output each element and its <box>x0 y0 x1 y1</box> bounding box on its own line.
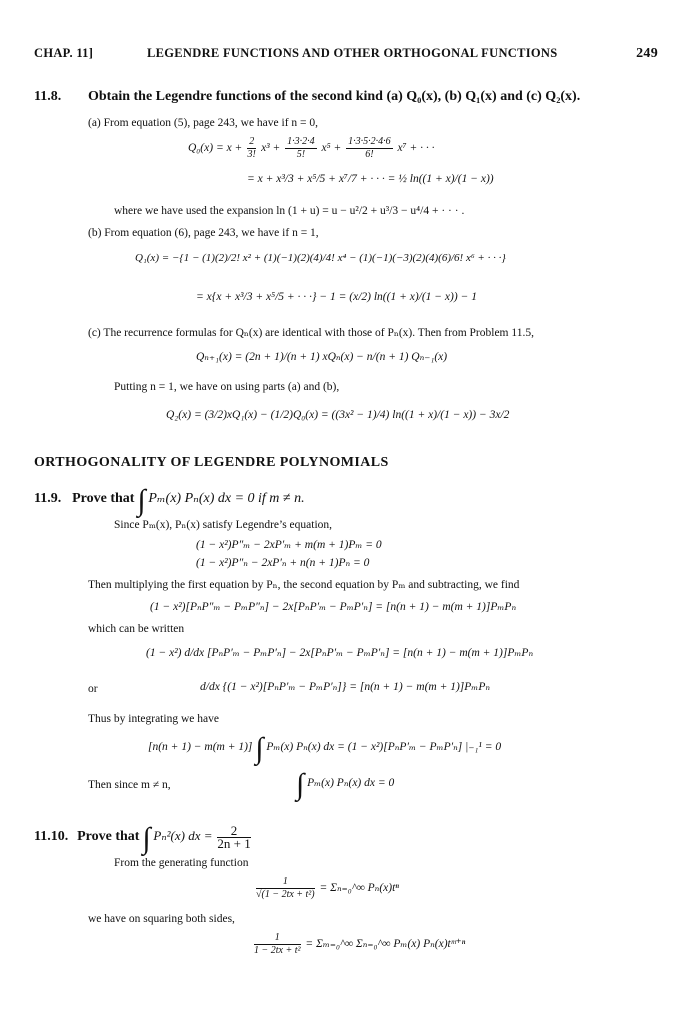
from-text: From the generating function <box>114 857 249 869</box>
fraction <box>256 876 315 901</box>
problem-11-10-equation: Pₙ²(x) dx = <box>153 828 213 843</box>
part-a-equation-1 <box>188 136 435 161</box>
then-text: Then multiplying the first equation by Pₙ, the second equation by Pₘ and subtracting, we find <box>88 579 520 591</box>
denominator: 6! <box>365 149 374 160</box>
fraction <box>346 136 393 161</box>
part-a-equation-2: = x + x³/3 + x⁵/5 + x⁷/7 + · · · = ½ ln((1 + x)/(1 − x)) <box>247 173 494 185</box>
denominator: 3! <box>247 149 256 160</box>
part-c-equation-2: Q₂(x) = (3/2)xQ₁(x) − (1/2)Q₀(x) = ((3x² − 1)/4) ln((1 + x)/(1 − x)) − 3x/2 <box>166 409 510 421</box>
numerator: 1 <box>256 876 315 889</box>
integral-icon: ∫ <box>142 822 151 855</box>
eq-term: Q₀(x) = x + <box>188 142 243 155</box>
equation-b: (1 − x²) d/dx [PₙP′ₘ − PₘP′ₙ] − 2x[PₙP′ₘ − PₘP′ₙ] = [n(n + 1) − m(m + 1)]PₘPₙ <box>146 647 534 659</box>
eq-term: x⁵ + <box>321 142 342 155</box>
squaring-text: we have on squaring both sides, <box>88 913 235 925</box>
since-text: Since Pₘ(x), Pₙ(x) satisfy Legendre’s equation, <box>114 519 333 531</box>
eq-d-prefix: [n(n + 1) − m(m + 1)] <box>148 741 253 753</box>
section-title: ORTHOGONALITY OF LEGENDRE POLYNOMIALS <box>34 455 389 470</box>
problem-11-10 <box>34 824 253 854</box>
denominator: 1 − 2tx + t² <box>254 945 301 956</box>
problem-11-9-equation: Pₘ(x) Pₙ(x) dx = 0 if m ≠ n. <box>148 491 305 506</box>
denominator: 2n + 1 <box>217 835 251 851</box>
part-a-where: where we have used the expansion ln (1 + u) = u − u²/2 + u³/3 − u⁴/4 + · · · . <box>114 205 465 217</box>
numerator: 2 <box>217 825 250 838</box>
denominator: 5! <box>296 149 306 160</box>
fraction <box>247 136 256 161</box>
header-title: LEGENDRE FUNCTIONS AND OTHER ORTHOGONAL FUNCTIONS <box>147 46 558 60</box>
which-text: which can be written <box>88 623 185 635</box>
part-c-text: (c) The recurrence formulas for Qₙ(x) are identical with those of Pₙ(x). Then from Problem 11.5, <box>88 327 534 339</box>
integral-icon: ∫ <box>296 768 305 801</box>
part-c-equation-1: Qₙ₊₁(x) = (2n + 1)/(n + 1) xQₙ(x) − n/(n + 1) Qₙ₋₁(x) <box>196 351 448 363</box>
problem-11-9-number: 11.9. <box>34 491 62 506</box>
problem-11-9-prove: Prove that <box>72 491 135 506</box>
problem-11-8-number: 11.8. <box>34 89 62 104</box>
numerator: 2 <box>249 136 255 147</box>
squared-equation <box>252 932 465 957</box>
integral-icon: ∫ <box>137 484 146 517</box>
numerator: 1 <box>254 932 301 945</box>
then-since-text: Then since m ≠ n, <box>88 779 171 791</box>
problem-11-10-prove: Prove that <box>77 829 140 844</box>
integral-icon: ∫ <box>255 732 264 765</box>
part-a-text: (a) From equation (5), page 243, we have if n = 0, <box>88 117 319 129</box>
fraction <box>254 932 301 957</box>
part-b-equation-2: = x{x + x³/3 + x⁵/5 + · · ·} − 1 = (x/2) ln((1 + x)/(1 − x)) − 1 <box>196 291 477 303</box>
page-number: 249 <box>636 46 658 61</box>
part-b-equation-1: Q₁(x) = −{1 − (1)(2)/2! x² + (1)(−1)(2)(4)/4! x⁴ − (1)(−1)(−3)(2)(4)(6)/6! x⁶ + · · ·} <box>135 252 506 264</box>
running-header <box>34 46 658 66</box>
equation-e <box>296 770 394 800</box>
chapter-label: CHAP. 11] <box>34 46 94 60</box>
legendre-eq-m: (1 − x²)P″ₘ − 2xP′ₘ + m(m + 1)Pₘ = 0 <box>196 539 382 551</box>
fraction <box>285 136 317 161</box>
eq-term: x³ + <box>261 142 281 155</box>
equation-a: (1 − x²)[PₙP″ₘ − PₘP″ₙ] − 2x[PₙP′ₘ − PₘP′ₙ] = [n(n + 1) − m(m + 1)]PₘPₙ <box>150 601 517 613</box>
part-c-putting: Putting n = 1, we have on using parts (a) and (b), <box>114 381 340 393</box>
eq-term: x⁷ + · · · <box>397 142 435 155</box>
gen-rhs: = Σₙ₌₀^∞ Pₙ(x)tⁿ <box>319 882 399 895</box>
legendre-eq-n: (1 − x²)P″ₙ − 2xP′ₙ + n(n + 1)Pₙ = 0 <box>196 557 370 569</box>
sq-rhs: = Σₘ₌₀^∞ Σₙ₌₀^∞ Pₘ(x) Pₙ(x)tᵐ⁺ⁿ <box>305 938 466 951</box>
numerator: 1·3·2·4 <box>287 136 315 147</box>
thus-text: Thus by integrating we have <box>88 713 219 725</box>
problem-11-9 <box>34 486 305 516</box>
or-text: or <box>88 683 98 695</box>
eq-d-rest: Pₘ(x) Pₙ(x) dx = (1 − x²)[PₙP′ₘ − PₘP′ₙ] |₋₁¹ = 0 <box>266 741 502 753</box>
generating-function <box>254 876 399 901</box>
eq-e-rest: Pₘ(x) Pₙ(x) dx = 0 <box>307 777 395 789</box>
part-b-text: (b) From equation (6), page 243, we have if n = 1, <box>88 227 319 239</box>
denominator: √(1 − 2tx + t²) <box>256 889 315 900</box>
problem-11-8-statement: Obtain the Legendre functions of the second kind (a) Q₀(x), (b) Q₁(x) and (c) Q₂(x). <box>88 89 581 104</box>
fraction <box>217 822 251 851</box>
equation-c: d/dx {(1 − x²)[PₙP′ₘ − PₘP′ₙ]} = [n(n + 1) − m(m + 1)]PₘPₙ <box>200 681 491 693</box>
problem-11-10-number: 11.10. <box>34 829 69 844</box>
numerator: 1·3·5·2·4·6 <box>348 136 391 147</box>
equation-d <box>148 734 501 764</box>
